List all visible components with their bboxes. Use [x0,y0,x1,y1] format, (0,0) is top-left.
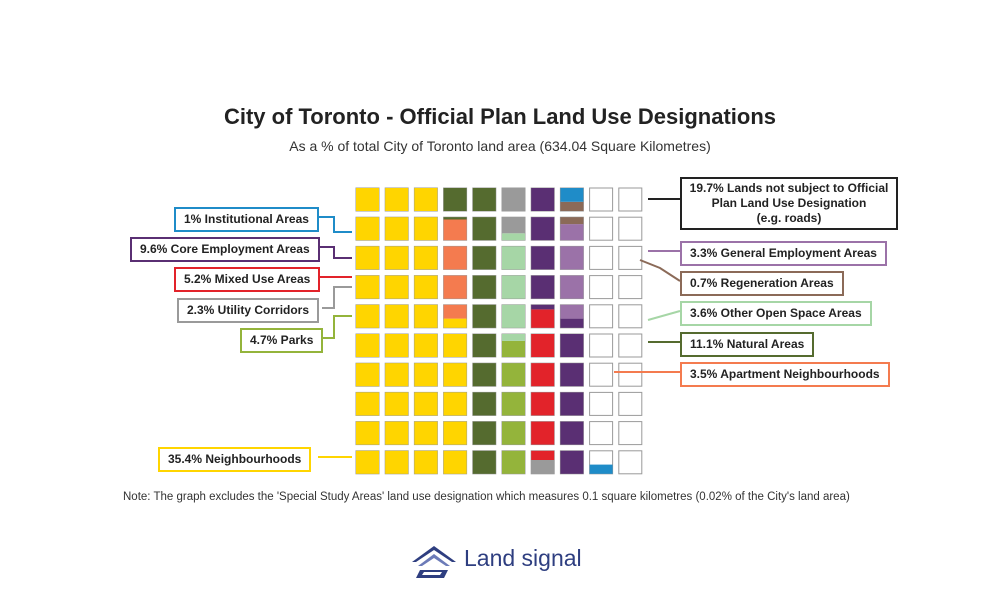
waffle-segment-parks [502,451,525,474]
waffle-segment-natural [444,188,467,211]
waffle-cell [619,422,642,445]
label-natural: 11.1% Natural Areas [680,332,814,357]
connector-regeneration [640,260,680,281]
waffle-cell [590,246,613,269]
waffle-cell [619,188,642,211]
waffle-segment-core_employment [560,319,583,328]
waffle-cell [619,392,642,415]
label-not-subject-line1: 19.7% Lands not subject to Official [689,181,889,195]
waffle-segment-other_open [502,246,525,269]
waffle-segment-neighbourhoods [356,363,379,386]
chart-note: Note: The graph excludes the 'Special Study Areas' land use designation which measures 0.1 square kilometres (0.02% of the City's land area) [123,491,850,503]
waffle-segment-general_employment [560,305,583,319]
waffle-segment-neighbourhoods [385,246,408,269]
waffle-segment-neighbourhoods [414,188,437,211]
waffle-segment-other_open [502,305,525,328]
waffle-segment-natural [473,422,496,445]
waffle-cell [590,392,613,415]
label-not-subject-line2: Plan Land Use Designation [711,196,867,210]
waffle-segment-mixed_use [531,334,554,357]
waffle-segment-regeneration [560,217,583,224]
waffle-segment-core_employment [531,276,554,299]
label-parks: 4.7% Parks [240,328,323,353]
label-core-employment: 9.6% Core Employment Areas [130,237,320,262]
waffle-segment-apartment [444,305,467,319]
waffle-cell [590,217,613,240]
label-utility: 2.3% Utility Corridors [177,298,319,323]
waffle-segment-general_employment [560,246,583,269]
waffle-segment-neighbourhoods [414,392,437,415]
waffle-segment-neighbourhoods [385,305,408,328]
label-apartment: 3.5% Apartment Neighbourhoods [680,362,890,387]
waffle-segment-natural [473,276,496,299]
waffle-cell [590,363,613,386]
waffle-segment-neighbourhoods [385,188,408,211]
waffle-segment-neighbourhoods [356,246,379,269]
waffle-segment-neighbourhoods [414,305,437,328]
waffle-segment-neighbourhoods [385,334,408,357]
waffle-segment-core_employment [560,451,583,474]
waffle-segment-neighbourhoods [356,217,379,240]
connector-other_open_space [648,311,680,320]
waffle-segment-core_employment [531,246,554,269]
waffle-segment-neighbourhoods [356,188,379,211]
waffle-segment-apartment [444,220,467,241]
waffle-segment-neighbourhoods [444,422,467,445]
waffle-cell [619,451,642,474]
label-neighbourhoods: 35.4% Neighbourhoods [158,447,311,472]
waffle-segment-mixed_use [531,422,554,445]
waffle-segment-natural [444,217,467,219]
logo-text: Land signal [464,545,582,571]
chart-subtitle: As a % of total City of Toronto land area (634.04 Square Kilometres) [289,138,711,154]
waffle-segment-core_employment [560,422,583,445]
waffle-segment-neighbourhoods [385,451,408,474]
waffle-segment-natural [473,217,496,240]
waffle-segment-regeneration [560,202,583,211]
waffle-cell [619,246,642,269]
waffle-segment-institutional [560,188,583,202]
waffle-segment-neighbourhoods [444,319,467,328]
waffle-cell [590,422,613,445]
waffle-segment-neighbourhoods [385,217,408,240]
waffle-segment-mixed_use [531,309,554,327]
label-not-subject [680,177,898,230]
waffle-segment-neighbourhoods [444,334,467,357]
waffle-segment-natural [473,246,496,269]
connector-core_employment [320,247,352,258]
waffle-segment-other_open [502,276,525,299]
waffle-segment-apartment [444,276,467,299]
connector-utility [322,287,352,308]
waffle-segment-neighbourhoods [444,392,467,415]
label-institutional: 1% Institutional Areas [174,207,319,232]
waffle-segment-neighbourhoods [385,276,408,299]
waffle-segment-utility [531,460,554,474]
waffle-segment-mixed_use [531,392,554,415]
waffle-segment-neighbourhoods [385,363,408,386]
waffle-segment-neighbourhoods [385,422,408,445]
waffle-segment-neighbourhoods [356,451,379,474]
waffle-segment-mixed_use [531,363,554,386]
waffle-segment-core_employment [560,363,583,386]
waffle-segment-neighbourhoods [444,451,467,474]
waffle-cell [619,363,642,386]
chart-title: City of Toronto - Official Plan Land Use Designations [223,104,777,129]
waffle-segment-neighbourhoods [414,363,437,386]
waffle-segment-mixed_use [531,451,554,460]
waffle-segment-neighbourhoods [414,422,437,445]
waffle-segment-parks [502,363,525,386]
waffle-segment-core_employment [560,392,583,415]
waffle-segment-other_open [502,334,525,341]
label-mixed-use: 5.2% Mixed Use Areas [174,267,320,292]
waffle-segment-neighbourhoods [414,246,437,269]
waffle-segment-neighbourhoods [356,305,379,328]
label-general-employment: 3.3% General Employment Areas [680,241,887,266]
waffle-segment-natural [473,334,496,357]
label-not-subject-line3: (e.g. roads) [756,211,822,225]
waffle-segment-natural [473,363,496,386]
waffle-segment-core_employment [560,334,583,357]
waffle-segment-other_open [502,233,525,240]
waffle-segment-neighbourhoods [356,422,379,445]
waffle-segment-core_employment [531,217,554,240]
waffle-segment-neighbourhoods [414,334,437,357]
waffle-cell [590,276,613,299]
waffle-segment-neighbourhoods [356,276,379,299]
waffle-segment-natural [473,305,496,328]
waffle-segment-neighbourhoods [414,451,437,474]
waffle-segment-core_employment [531,188,554,211]
waffle-segment-neighbourhoods [356,334,379,357]
waffle-segment-core_employment [531,305,554,310]
waffle-segment-neighbourhoods [414,217,437,240]
waffle-segment-utility [502,188,525,211]
waffle-segment-utility [502,217,525,233]
connector-parks [320,316,352,338]
waffle-cell [590,305,613,328]
waffle-segment-institutional [590,465,613,474]
waffle-segment-general_employment [560,276,583,299]
waffle-segment-neighbourhoods [414,276,437,299]
waffle-cell [619,334,642,357]
label-regeneration: 0.7% Regeneration Areas [680,271,844,296]
waffle-segment-apartment [444,246,467,269]
waffle-segment-general_employment [560,224,583,240]
waffle-segment-neighbourhoods [444,363,467,386]
connector-institutional [318,217,352,232]
waffle-cell [619,217,642,240]
waffle-segment-natural [473,392,496,415]
waffle-segment-neighbourhoods [356,392,379,415]
waffle-segment-natural [473,451,496,474]
waffle-segment-parks [502,392,525,415]
waffle-cell [590,188,613,211]
waffle-cell [619,305,642,328]
waffle-cell [619,276,642,299]
waffle-segment-natural [473,188,496,211]
waffle-cell [590,334,613,357]
waffle-segment-parks [502,422,525,445]
label-other-open-space: 3.6% Other Open Space Areas [680,301,872,326]
waffle-segment-parks [502,341,525,357]
waffle-segment-neighbourhoods [385,392,408,415]
